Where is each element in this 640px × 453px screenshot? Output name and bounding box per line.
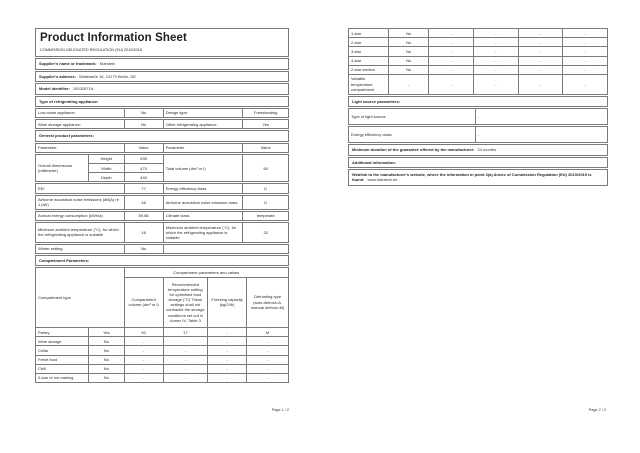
cell-label: Low-noise appliance: <box>36 108 125 117</box>
cell-volume: - <box>124 373 163 382</box>
table-row <box>36 328 289 337</box>
table-row <box>36 223 289 243</box>
cell-present: No <box>89 337 124 346</box>
guarantee-row <box>348 144 608 155</box>
cell-present: No <box>389 56 429 65</box>
cell-temp: - <box>163 364 207 373</box>
weblink-row <box>348 169 608 186</box>
type-row-low-noise <box>35 108 289 118</box>
table-row <box>36 108 289 117</box>
table-row <box>36 346 289 355</box>
cell-present: - <box>389 74 429 94</box>
cell-dimension-value: 440 <box>124 173 163 182</box>
cell-dimension-name: Width <box>89 164 124 173</box>
total-volume-label: Total volume (dm³ or l) <box>163 154 243 182</box>
table-row <box>349 108 608 124</box>
table-row <box>36 337 289 346</box>
cell-defrost: M <box>247 328 289 337</box>
cell-value: 59.86 <box>124 211 163 220</box>
cell-present: Yes <box>89 328 124 337</box>
cell-label2: Other refrigerating appliance: <box>163 120 243 129</box>
cell-temp: - <box>473 74 518 94</box>
cell-defrost: - <box>247 346 289 355</box>
cell-temp: - <box>163 346 207 355</box>
cell-temp: - <box>473 38 518 47</box>
cell-dimension-value: 470 <box>124 164 163 173</box>
supplier-address-row <box>35 71 289 82</box>
header-parameter-2: Parameter <box>163 143 243 152</box>
cell-label: Annual energy consumption (kWh/a) <box>36 211 125 220</box>
cell-name: Chill <box>36 364 89 373</box>
header-value-2: Value <box>243 143 289 152</box>
cell-temp: - <box>473 29 518 38</box>
header-parameter-1: Parameter <box>36 143 125 152</box>
cell-volume: - <box>429 74 474 94</box>
table-row <box>349 56 608 65</box>
supplier-name-row <box>35 58 289 69</box>
cell-freezing: - <box>208 337 247 346</box>
table-row <box>36 373 289 382</box>
cell-temp: - <box>473 47 518 56</box>
table-row <box>349 127 608 143</box>
table-row <box>36 244 289 253</box>
cell-label: Airborne acoustical noise emissions (dB(A) re 1 pW) <box>36 195 125 209</box>
cell-present: No <box>89 364 124 373</box>
cell-value2: Freestanding <box>243 108 289 117</box>
cell-name: 0-star or ice-making <box>36 373 89 382</box>
supplier-name-value: Klarstein <box>99 61 116 67</box>
cell-present: No <box>389 29 429 38</box>
cell-freezing: - <box>518 56 563 65</box>
cell-freezing: - <box>518 47 563 56</box>
compartment-defrost-header: Defrosting type (auto-defrost=A, manual defrost=M) <box>247 277 289 328</box>
param-row-eei <box>35 183 289 193</box>
page-2 <box>348 28 608 412</box>
cell-name: 2-star <box>349 38 389 47</box>
cell-freezing: - <box>208 328 247 337</box>
general-section-header: General product parameters: <box>35 130 289 141</box>
light-source-type-row <box>348 108 608 125</box>
cell-dimension-name: Depth <box>89 173 124 182</box>
cell-temp: - <box>473 65 518 74</box>
model-identifier-label: Model identifier: <box>39 86 70 92</box>
cell-name: Variable temperature compartment <box>349 74 389 94</box>
cell-label2: Climate class <box>163 211 243 220</box>
winter-setting-spacer <box>163 244 288 253</box>
cell-value: 46 <box>124 195 163 209</box>
cell-label: Wine storage appliance: <box>36 120 125 129</box>
cell-value2: D <box>243 184 289 193</box>
page-1-footer: Page 1 / 2 <box>271 408 289 412</box>
table-row <box>36 195 289 209</box>
compartment-type-header: Compartment type <box>36 268 125 328</box>
winter-setting-value: No <box>124 244 163 253</box>
cell-label2: Airborne acoustical noise emission class <box>163 195 243 209</box>
cell-value2: temperate <box>243 211 289 220</box>
cell-defrost: - <box>563 47 608 56</box>
page-title: Product Information Sheet <box>40 32 187 44</box>
cell-name: 1-star <box>349 29 389 38</box>
parameter-header-row <box>35 143 289 153</box>
light-efficiency-label: Energy efficiency class <box>349 127 476 143</box>
cell-label2: Design type: <box>163 108 243 117</box>
param-row-ambient-temp <box>35 222 289 243</box>
cell-temp: - <box>163 355 207 364</box>
supplier-address-label: Supplier's address: <box>39 73 76 79</box>
cell-name: Wine storage <box>36 337 89 346</box>
header-value-1: Value <box>124 143 163 152</box>
cell-freezing: - <box>208 346 247 355</box>
table-row <box>349 74 608 94</box>
param-row-noise <box>35 195 289 210</box>
cell-name: 3-star <box>349 47 389 56</box>
title-box <box>35 28 289 57</box>
cell-temp: - <box>473 56 518 65</box>
cell-volume: - <box>429 47 474 56</box>
light-section-header: Light source parameters: <box>348 96 608 107</box>
cell-defrost: - <box>563 74 608 94</box>
supplier-name-label: Supplier's name or trademark: <box>39 61 97 67</box>
page-1 <box>35 28 289 412</box>
table-row <box>349 47 608 56</box>
table-row <box>36 120 289 129</box>
cell-name: 2-star section <box>349 65 389 74</box>
compartment-volume-header: Compartment volume (dm³ or l) <box>124 277 163 328</box>
cell-present: No <box>389 38 429 47</box>
cell-name: Fresh food <box>36 355 89 364</box>
compartment-table <box>35 267 289 383</box>
cell-dimension-value: 635 <box>124 154 163 163</box>
winter-setting-row <box>35 244 289 254</box>
cell-defrost: - <box>247 373 289 382</box>
supplier-address-value: Wallstraße 16, 10179 Berlin, DE <box>78 73 136 79</box>
param-row-energy <box>35 211 289 221</box>
cell-freezing: - <box>518 38 563 47</box>
type-row-wine-storage <box>35 119 289 129</box>
table-row <box>36 364 289 373</box>
table-row <box>36 211 289 220</box>
compartment-section-header: Compartment Parameters: <box>35 255 289 266</box>
light-type-value: - <box>475 108 607 124</box>
light-efficiency-value: - <box>475 127 607 143</box>
cell-volume: - <box>124 337 163 346</box>
type-section-header: Type of refrigerating appliance: <box>35 96 289 107</box>
cell-value2: 32 <box>243 223 289 243</box>
cell-name: Pantry <box>36 328 89 337</box>
cell-volume: - <box>429 29 474 38</box>
compartment-span-header: Compartment parameters and values <box>124 268 288 277</box>
cell-defrost: - <box>563 65 608 74</box>
cell-defrost: - <box>563 56 608 65</box>
table-row <box>349 38 608 47</box>
cell-present: No <box>89 346 124 355</box>
table-row <box>36 154 289 163</box>
light-efficiency-row <box>348 126 608 143</box>
regulation-subtitle: COMMISSION DELEGATED REGULATION (EU) 2019/2016 <box>40 47 142 52</box>
weblink-url[interactable]: www.klarstein.de <box>367 177 398 183</box>
cell-volume: - <box>429 38 474 47</box>
cell-value: No <box>124 120 163 129</box>
winter-setting-label: Winter setting <box>36 244 125 253</box>
cell-freezing: - <box>208 364 247 373</box>
additional-section-header: Additional information: <box>348 157 608 168</box>
light-type-label: Type of light source <box>349 108 476 124</box>
table-row <box>349 65 608 74</box>
cell-volume: - <box>429 65 474 74</box>
cell-volume: - <box>124 355 163 364</box>
cell-label2: Maximum ambient temperature (°C), for which the refrigerating appliance is suitable <box>163 223 243 243</box>
compartment-table-continued <box>348 28 608 95</box>
cell-value2: D <box>243 195 289 209</box>
cell-temp: - <box>163 337 207 346</box>
table-row <box>36 268 289 277</box>
cell-dimension-name: Height <box>89 154 124 163</box>
cell-name: Cellar <box>36 346 89 355</box>
cell-temp: 17 <box>163 328 207 337</box>
cell-volume: - <box>124 364 163 373</box>
cell-defrost: - <box>563 38 608 47</box>
total-volume-value: 60 <box>243 154 289 182</box>
cell-label: EEI <box>36 184 125 193</box>
cell-freezing: - <box>518 29 563 38</box>
weblink-label: Weblink to the manufacturer's website, where the information in point 4(a) Annex of Commission Regulation (EU) 2019/2019 is found: <box>352 172 592 183</box>
cell-label: Minimum ambient temperature (°C), for which the refrigerating appliance is suitable <box>36 223 125 243</box>
cell-present: No <box>389 65 429 74</box>
cell-defrost: - <box>247 337 289 346</box>
cell-present: No <box>89 355 124 364</box>
cell-name: 4-star <box>349 56 389 65</box>
cell-value: 16 <box>124 223 163 243</box>
cell-volume: - <box>124 346 163 355</box>
cell-value: No <box>124 108 163 117</box>
cell-freezing: - <box>518 65 563 74</box>
cell-freezing: - <box>208 355 247 364</box>
cell-temp: - <box>163 373 207 382</box>
table-row <box>36 143 289 152</box>
cell-freezing: - <box>208 373 247 382</box>
cell-defrost: - <box>247 355 289 364</box>
cell-label2: Energy efficiency class <box>163 184 243 193</box>
model-identifier-row <box>35 83 289 94</box>
dimensions-table <box>35 154 289 183</box>
cell-freezing: - <box>518 74 563 94</box>
compartment-temp-header: Recommended temperature setting for optimised food storage (°C) These settings shall not contradict the storage conditions set out in Annex IV, Table 3 <box>163 277 207 328</box>
cell-value: 77 <box>124 184 163 193</box>
cell-defrost: - <box>563 29 608 38</box>
cell-volume: - <box>429 56 474 65</box>
table-row <box>36 184 289 193</box>
model-identifier-value: 10032871A <box>72 86 94 92</box>
cell-value2: Yes <box>243 120 289 129</box>
compartment-freezing-header: Freezing capacity (kg/24h) <box>208 277 247 328</box>
table-row <box>349 29 608 38</box>
cell-volume: 60 <box>124 328 163 337</box>
cell-present: No <box>389 47 429 56</box>
cell-present: No <box>89 373 124 382</box>
guarantee-value: 24 months <box>477 147 497 153</box>
overall-dimensions-label: Overall dimensions (millimetre) <box>36 154 89 182</box>
table-row <box>36 355 289 364</box>
guarantee-label: Minimum duration of the guarantee offered by the manufacturer: <box>352 147 475 153</box>
page-2-footer: Page 2 / 2 <box>588 408 606 412</box>
cell-defrost: - <box>247 364 289 373</box>
